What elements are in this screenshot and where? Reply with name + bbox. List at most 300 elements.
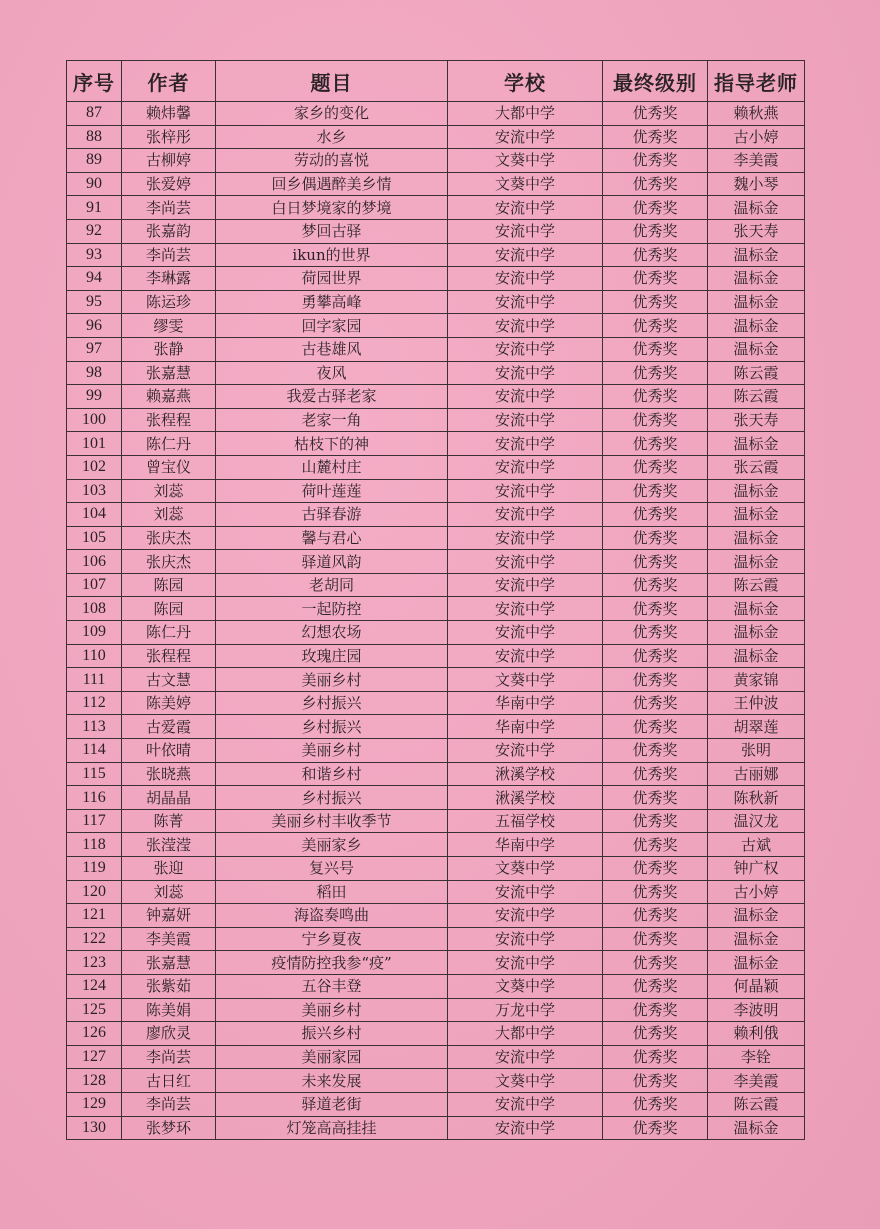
- cell-instructor: 温标金: [708, 951, 805, 975]
- cell-final-level: 优秀奖: [603, 149, 708, 173]
- table-row: [67, 927, 805, 951]
- table-row: [67, 691, 805, 715]
- cell-final-level: 优秀奖: [603, 408, 708, 432]
- cell-title: 枯枝下的神: [216, 432, 448, 456]
- cell-school: 文葵中学: [448, 974, 603, 998]
- cell-instructor: 古小婷: [708, 125, 805, 149]
- cell-final-level: 优秀奖: [603, 833, 708, 857]
- cell-school: 安流中学: [448, 125, 603, 149]
- cell-school: 安流中学: [448, 290, 603, 314]
- cell-author: 李尚芸: [122, 1092, 216, 1116]
- table-row: [67, 314, 805, 338]
- cell-title: 水乡: [216, 125, 448, 149]
- cell-serial-number: 87: [67, 102, 122, 126]
- cell-final-level: 优秀奖: [603, 597, 708, 621]
- cell-title: 灯笼高高挂挂: [216, 1116, 448, 1140]
- cell-serial-number: 119: [67, 857, 122, 881]
- cell-final-level: 优秀奖: [603, 644, 708, 668]
- cell-final-level: 优秀奖: [603, 762, 708, 786]
- cell-instructor: 何晶颖: [708, 974, 805, 998]
- cell-final-level: 优秀奖: [603, 974, 708, 998]
- cell-title: 古驿春游: [216, 503, 448, 527]
- cell-serial-number: 127: [67, 1045, 122, 1069]
- cell-final-level: 优秀奖: [603, 125, 708, 149]
- cell-instructor: 温标金: [708, 243, 805, 267]
- cell-instructor: 古丽娜: [708, 762, 805, 786]
- cell-author: 李尚芸: [122, 243, 216, 267]
- cell-author: 陈仁丹: [122, 432, 216, 456]
- cell-final-level: 优秀奖: [603, 691, 708, 715]
- cell-title: 回字家园: [216, 314, 448, 338]
- cell-instructor: 赖秋燕: [708, 102, 805, 126]
- table-row: [67, 762, 805, 786]
- cell-school: 文葵中学: [448, 668, 603, 692]
- cell-instructor: 李波明: [708, 998, 805, 1022]
- table-row: [67, 219, 805, 243]
- table-row: [67, 361, 805, 385]
- table-row: [67, 102, 805, 126]
- cell-author: 曾宝仪: [122, 455, 216, 479]
- cell-school: 安流中学: [448, 904, 603, 928]
- table-row: [67, 1045, 805, 1069]
- table-row: [67, 526, 805, 550]
- cell-school: 文葵中学: [448, 857, 603, 881]
- cell-title: 老胡同: [216, 573, 448, 597]
- cell-serial-number: 130: [67, 1116, 122, 1140]
- cell-final-level: 优秀奖: [603, 550, 708, 574]
- cell-serial-number: 129: [67, 1092, 122, 1116]
- cell-final-level: 优秀奖: [603, 385, 708, 409]
- cell-school: 安流中学: [448, 432, 603, 456]
- cell-author: 陈园: [122, 573, 216, 597]
- table-row: [67, 739, 805, 763]
- cell-author: 张嘉慧: [122, 361, 216, 385]
- cell-school: 安流中学: [448, 597, 603, 621]
- cell-instructor: 温标金: [708, 927, 805, 951]
- table-row: [67, 172, 805, 196]
- cell-school: 安流中学: [448, 219, 603, 243]
- cell-title: 梦回古驿: [216, 219, 448, 243]
- table-row: [67, 550, 805, 574]
- cell-final-level: 优秀奖: [603, 573, 708, 597]
- cell-author: 陈菁: [122, 809, 216, 833]
- cell-title: 宁乡夏夜: [216, 927, 448, 951]
- cell-author: 叶依晴: [122, 739, 216, 763]
- cell-title: 老家一角: [216, 408, 448, 432]
- cell-instructor: 温标金: [708, 479, 805, 503]
- cell-school: 安流中学: [448, 739, 603, 763]
- table-row: [67, 621, 805, 645]
- cell-school: 华南中学: [448, 691, 603, 715]
- cell-author: 刘蕊: [122, 503, 216, 527]
- cell-instructor: 李美霞: [708, 149, 805, 173]
- cell-serial-number: 117: [67, 809, 122, 833]
- cell-title: 白日梦境家的梦境: [216, 196, 448, 220]
- cell-title: ikun的世界: [216, 243, 448, 267]
- cell-title: 美丽家乡: [216, 833, 448, 857]
- cell-final-level: 优秀奖: [603, 857, 708, 881]
- cell-author: 古柳婷: [122, 149, 216, 173]
- cell-instructor: 张天寿: [708, 408, 805, 432]
- cell-school: 大都中学: [448, 1022, 603, 1046]
- cell-final-level: 优秀奖: [603, 668, 708, 692]
- cell-school: 安流中学: [448, 503, 603, 527]
- cell-instructor: 温标金: [708, 290, 805, 314]
- cell-title: 海盗奏鸣曲: [216, 904, 448, 928]
- cell-serial-number: 125: [67, 998, 122, 1022]
- cell-author: 陈美娟: [122, 998, 216, 1022]
- cell-instructor: 陈秋新: [708, 786, 805, 810]
- cell-school: 安流中学: [448, 573, 603, 597]
- cell-school: 文葵中学: [448, 1069, 603, 1093]
- cell-title: 美丽乡村丰收季节: [216, 809, 448, 833]
- table-row: [67, 668, 805, 692]
- cell-serial-number: 108: [67, 597, 122, 621]
- cell-serial-number: 123: [67, 951, 122, 975]
- cell-serial-number: 98: [67, 361, 122, 385]
- cell-final-level: 优秀奖: [603, 809, 708, 833]
- header-serial-number: 序号: [67, 61, 122, 102]
- cell-serial-number: 99: [67, 385, 122, 409]
- cell-serial-number: 116: [67, 786, 122, 810]
- cell-title: 我爱古驿老家: [216, 385, 448, 409]
- table-body: [67, 102, 805, 1140]
- cell-final-level: 优秀奖: [603, 267, 708, 291]
- table-row: [67, 597, 805, 621]
- cell-title: 山麓村庄: [216, 455, 448, 479]
- cell-title: 稻田: [216, 880, 448, 904]
- cell-final-level: 优秀奖: [603, 290, 708, 314]
- cell-title: 夜风: [216, 361, 448, 385]
- cell-serial-number: 95: [67, 290, 122, 314]
- table-row: [67, 974, 805, 998]
- cell-instructor: 温标金: [708, 196, 805, 220]
- cell-serial-number: 103: [67, 479, 122, 503]
- cell-serial-number: 109: [67, 621, 122, 645]
- cell-school: 华南中学: [448, 715, 603, 739]
- table-row: [67, 455, 805, 479]
- cell-serial-number: 97: [67, 337, 122, 361]
- table-row: [67, 715, 805, 739]
- cell-school: 安流中学: [448, 880, 603, 904]
- cell-school: 安流中学: [448, 361, 603, 385]
- header-school: 学校: [448, 61, 603, 102]
- cell-title: 乡村振兴: [216, 715, 448, 739]
- table-row: [67, 149, 805, 173]
- cell-serial-number: 110: [67, 644, 122, 668]
- cell-school: 安流中学: [448, 479, 603, 503]
- table-row: [67, 385, 805, 409]
- table-row: [67, 408, 805, 432]
- cell-author: 刘蕊: [122, 880, 216, 904]
- cell-author: 胡晶晶: [122, 786, 216, 810]
- table-row: [67, 857, 805, 881]
- cell-final-level: 优秀奖: [603, 739, 708, 763]
- cell-school: 大都中学: [448, 102, 603, 126]
- cell-serial-number: 128: [67, 1069, 122, 1093]
- cell-final-level: 优秀奖: [603, 432, 708, 456]
- cell-instructor: 魏小琴: [708, 172, 805, 196]
- cell-author: 陈运珍: [122, 290, 216, 314]
- cell-title: 驿道老街: [216, 1092, 448, 1116]
- cell-instructor: 温标金: [708, 1116, 805, 1140]
- cell-author: 张滢滢: [122, 833, 216, 857]
- cell-instructor: 李铨: [708, 1045, 805, 1069]
- cell-serial-number: 126: [67, 1022, 122, 1046]
- cell-author: 张紫茹: [122, 974, 216, 998]
- cell-serial-number: 100: [67, 408, 122, 432]
- cell-instructor: 陈云霞: [708, 573, 805, 597]
- cell-school: 安流中学: [448, 267, 603, 291]
- cell-title: 回乡偶遇醉美乡情: [216, 172, 448, 196]
- cell-title: 驿道风韵: [216, 550, 448, 574]
- cell-instructor: 温标金: [708, 267, 805, 291]
- cell-serial-number: 114: [67, 739, 122, 763]
- cell-instructor: 温汉龙: [708, 809, 805, 833]
- cell-final-level: 优秀奖: [603, 503, 708, 527]
- cell-serial-number: 115: [67, 762, 122, 786]
- cell-school: 安流中学: [448, 927, 603, 951]
- cell-final-level: 优秀奖: [603, 314, 708, 338]
- cell-school: 安流中学: [448, 1045, 603, 1069]
- cell-school: 安流中学: [448, 644, 603, 668]
- cell-final-level: 优秀奖: [603, 479, 708, 503]
- cell-serial-number: 96: [67, 314, 122, 338]
- cell-instructor: 王仲波: [708, 691, 805, 715]
- cell-final-level: 优秀奖: [603, 337, 708, 361]
- cell-author: 张爱婷: [122, 172, 216, 196]
- table-row: [67, 1069, 805, 1093]
- cell-school: 文葵中学: [448, 172, 603, 196]
- cell-school: 湫溪学校: [448, 762, 603, 786]
- cell-school: 安流中学: [448, 385, 603, 409]
- cell-serial-number: 118: [67, 833, 122, 857]
- table-row: [67, 479, 805, 503]
- cell-author: 张庆杰: [122, 526, 216, 550]
- table-row: [67, 998, 805, 1022]
- cell-school: 安流中学: [448, 1092, 603, 1116]
- cell-author: 陈仁丹: [122, 621, 216, 645]
- cell-author: 古爱霞: [122, 715, 216, 739]
- cell-title: 五谷丰登: [216, 974, 448, 998]
- table-row: [67, 880, 805, 904]
- cell-title: 玫瑰庄园: [216, 644, 448, 668]
- header-final-level: 最终级别: [603, 61, 708, 102]
- cell-serial-number: 94: [67, 267, 122, 291]
- table-row: [67, 904, 805, 928]
- cell-instructor: 陈云霞: [708, 361, 805, 385]
- cell-final-level: 优秀奖: [603, 1022, 708, 1046]
- cell-final-level: 优秀奖: [603, 455, 708, 479]
- cell-final-level: 优秀奖: [603, 361, 708, 385]
- cell-title: 馨与君心: [216, 526, 448, 550]
- cell-final-level: 优秀奖: [603, 196, 708, 220]
- cell-author: 陈美婷: [122, 691, 216, 715]
- cell-author: 李琳露: [122, 267, 216, 291]
- cell-instructor: 温标金: [708, 314, 805, 338]
- cell-final-level: 优秀奖: [603, 1045, 708, 1069]
- cell-serial-number: 104: [67, 503, 122, 527]
- cell-title: 荷叶莲莲: [216, 479, 448, 503]
- table-row: [67, 809, 805, 833]
- cell-author: 张嘉慧: [122, 951, 216, 975]
- cell-serial-number: 120: [67, 880, 122, 904]
- cell-author: 张程程: [122, 408, 216, 432]
- cell-instructor: 黄家锦: [708, 668, 805, 692]
- cell-instructor: 温标金: [708, 337, 805, 361]
- cell-school: 安流中学: [448, 455, 603, 479]
- cell-final-level: 优秀奖: [603, 243, 708, 267]
- table-row: [67, 243, 805, 267]
- cell-instructor: 古斌: [708, 833, 805, 857]
- cell-title: 美丽乡村: [216, 739, 448, 763]
- cell-author: 张梓彤: [122, 125, 216, 149]
- award-list-table: [66, 60, 805, 1140]
- cell-school: 安流中学: [448, 621, 603, 645]
- cell-title: 未来发展: [216, 1069, 448, 1093]
- cell-serial-number: 102: [67, 455, 122, 479]
- cell-instructor: 温标金: [708, 621, 805, 645]
- table-row: [67, 951, 805, 975]
- cell-author: 廖欣灵: [122, 1022, 216, 1046]
- cell-title: 劳动的喜悦: [216, 149, 448, 173]
- cell-author: 陈园: [122, 597, 216, 621]
- cell-author: 张程程: [122, 644, 216, 668]
- cell-author: 张庆杰: [122, 550, 216, 574]
- cell-serial-number: 101: [67, 432, 122, 456]
- cell-instructor: 李美霞: [708, 1069, 805, 1093]
- cell-title: 乡村振兴: [216, 786, 448, 810]
- cell-author: 李尚芸: [122, 1045, 216, 1069]
- cell-serial-number: 91: [67, 196, 122, 220]
- table-row: [67, 337, 805, 361]
- cell-final-level: 优秀奖: [603, 102, 708, 126]
- cell-author: 李尚芸: [122, 196, 216, 220]
- cell-school: 安流中学: [448, 314, 603, 338]
- cell-school: 湫溪学校: [448, 786, 603, 810]
- cell-serial-number: 121: [67, 904, 122, 928]
- cell-author: 古日红: [122, 1069, 216, 1093]
- cell-instructor: 赖利俄: [708, 1022, 805, 1046]
- cell-instructor: 古小婷: [708, 880, 805, 904]
- cell-final-level: 优秀奖: [603, 904, 708, 928]
- cell-instructor: 陈云霞: [708, 385, 805, 409]
- cell-school: 文葵中学: [448, 149, 603, 173]
- cell-school: 安流中学: [448, 337, 603, 361]
- cell-author: 张静: [122, 337, 216, 361]
- cell-school: 安流中学: [448, 196, 603, 220]
- cell-serial-number: 88: [67, 125, 122, 149]
- cell-school: 安流中学: [448, 550, 603, 574]
- cell-serial-number: 93: [67, 243, 122, 267]
- table-row: [67, 267, 805, 291]
- cell-instructor: 陈云霞: [708, 1092, 805, 1116]
- cell-author: 赖嘉燕: [122, 385, 216, 409]
- cell-title: 幻想农场: [216, 621, 448, 645]
- cell-author: 张晓燕: [122, 762, 216, 786]
- cell-author: 张梦环: [122, 1116, 216, 1140]
- cell-title: 美丽乡村: [216, 668, 448, 692]
- cell-school: 五福学校: [448, 809, 603, 833]
- cell-instructor: 温标金: [708, 526, 805, 550]
- header-instructor: 指导老师: [708, 61, 805, 102]
- table-row: [67, 503, 805, 527]
- cell-title: 复兴号: [216, 857, 448, 881]
- table-row: [67, 573, 805, 597]
- cell-school: 万龙中学: [448, 998, 603, 1022]
- table-row: [67, 125, 805, 149]
- table-row: [67, 432, 805, 456]
- table-row: [67, 196, 805, 220]
- cell-serial-number: 112: [67, 691, 122, 715]
- cell-title: 疫情防控我参“疫”: [216, 951, 448, 975]
- cell-author: 刘蕊: [122, 479, 216, 503]
- cell-serial-number: 90: [67, 172, 122, 196]
- cell-final-level: 优秀奖: [603, 786, 708, 810]
- cell-school: 安流中学: [448, 526, 603, 550]
- cell-final-level: 优秀奖: [603, 927, 708, 951]
- cell-instructor: 张天寿: [708, 219, 805, 243]
- cell-school: 安流中学: [448, 951, 603, 975]
- cell-author: 古文慧: [122, 668, 216, 692]
- cell-author: 张嘉韵: [122, 219, 216, 243]
- cell-instructor: 温标金: [708, 644, 805, 668]
- cell-instructor: 温标金: [708, 597, 805, 621]
- cell-author: 缪雯: [122, 314, 216, 338]
- cell-title: 美丽家园: [216, 1045, 448, 1069]
- cell-serial-number: 89: [67, 149, 122, 173]
- table-row: [67, 833, 805, 857]
- cell-final-level: 优秀奖: [603, 880, 708, 904]
- cell-serial-number: 122: [67, 927, 122, 951]
- cell-final-level: 优秀奖: [603, 1092, 708, 1116]
- cell-instructor: 温标金: [708, 550, 805, 574]
- cell-instructor: 张明: [708, 739, 805, 763]
- cell-title: 和谐乡村: [216, 762, 448, 786]
- cell-title: 一起防控: [216, 597, 448, 621]
- cell-instructor: 钟广权: [708, 857, 805, 881]
- table-row: [67, 1092, 805, 1116]
- cell-title: 古巷雄风: [216, 337, 448, 361]
- cell-final-level: 优秀奖: [603, 621, 708, 645]
- table-row: [67, 290, 805, 314]
- cell-instructor: 温标金: [708, 904, 805, 928]
- cell-final-level: 优秀奖: [603, 1069, 708, 1093]
- cell-school: 安流中学: [448, 408, 603, 432]
- cell-instructor: 胡翠莲: [708, 715, 805, 739]
- cell-final-level: 优秀奖: [603, 219, 708, 243]
- table-row: [67, 644, 805, 668]
- cell-final-level: 优秀奖: [603, 1116, 708, 1140]
- table-row: [67, 1022, 805, 1046]
- cell-author: 李美霞: [122, 927, 216, 951]
- cell-title: 乡村振兴: [216, 691, 448, 715]
- cell-title: 振兴乡村: [216, 1022, 448, 1046]
- cell-school: 安流中学: [448, 1116, 603, 1140]
- header-title: 题目: [216, 61, 448, 102]
- cell-school: 安流中学: [448, 243, 603, 267]
- cell-author: 张迎: [122, 857, 216, 881]
- cell-title: 勇攀高峰: [216, 290, 448, 314]
- cell-title: 荷园世界: [216, 267, 448, 291]
- cell-final-level: 优秀奖: [603, 998, 708, 1022]
- cell-serial-number: 124: [67, 974, 122, 998]
- cell-final-level: 优秀奖: [603, 526, 708, 550]
- cell-author: 赖炜馨: [122, 102, 216, 126]
- table-row: [67, 1116, 805, 1140]
- cell-instructor: 温标金: [708, 503, 805, 527]
- cell-author: 钟嘉妍: [122, 904, 216, 928]
